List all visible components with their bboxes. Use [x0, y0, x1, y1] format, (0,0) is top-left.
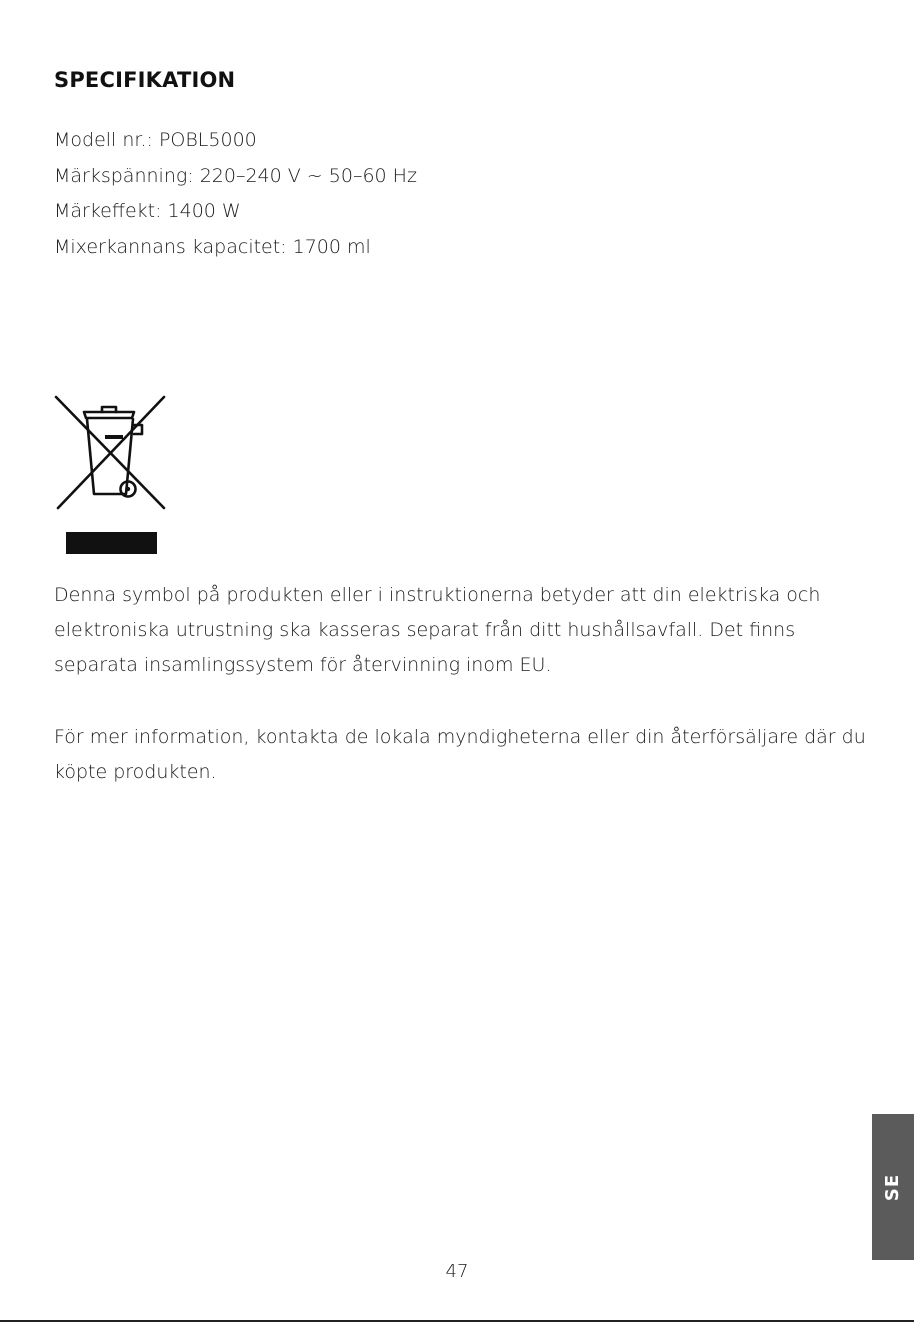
language-tab-label: SE	[882, 1173, 904, 1201]
info-paragraph: För mer information, kontakta de lokala myndigheterna eller din återförsäljare där du köpte produkten.	[54, 726, 866, 783]
spec-model-number: Modell nr.: POBL5000	[54, 129, 257, 151]
page-title: SPECIFIKATION	[54, 68, 236, 92]
spec-rated-voltage: Märkspänning: 220–240 V ~ 50–60 Hz	[54, 164, 417, 187]
disposal-paragraph: Denna symbol på produkten eller i instruktionerna betyder att din elektriska och elektroniska utrustning ska kasseras separat från ditt hushållsavfall. Det finns separata insamlingssystem för återvinning inom EU.	[54, 584, 821, 676]
spec-rated-power: Märkeffekt: 1400 W	[54, 200, 241, 222]
page-number: 47	[445, 1261, 469, 1282]
crossed-out-wheelie-bin-icon	[54, 395, 166, 557]
spec-jug-capacity: Mixerkannans kapacitet: 1700 ml	[54, 235, 371, 258]
bottom-divider	[0, 1320, 914, 1322]
language-tab	[872, 1114, 914, 1260]
spec-list	[54, 123, 417, 265]
